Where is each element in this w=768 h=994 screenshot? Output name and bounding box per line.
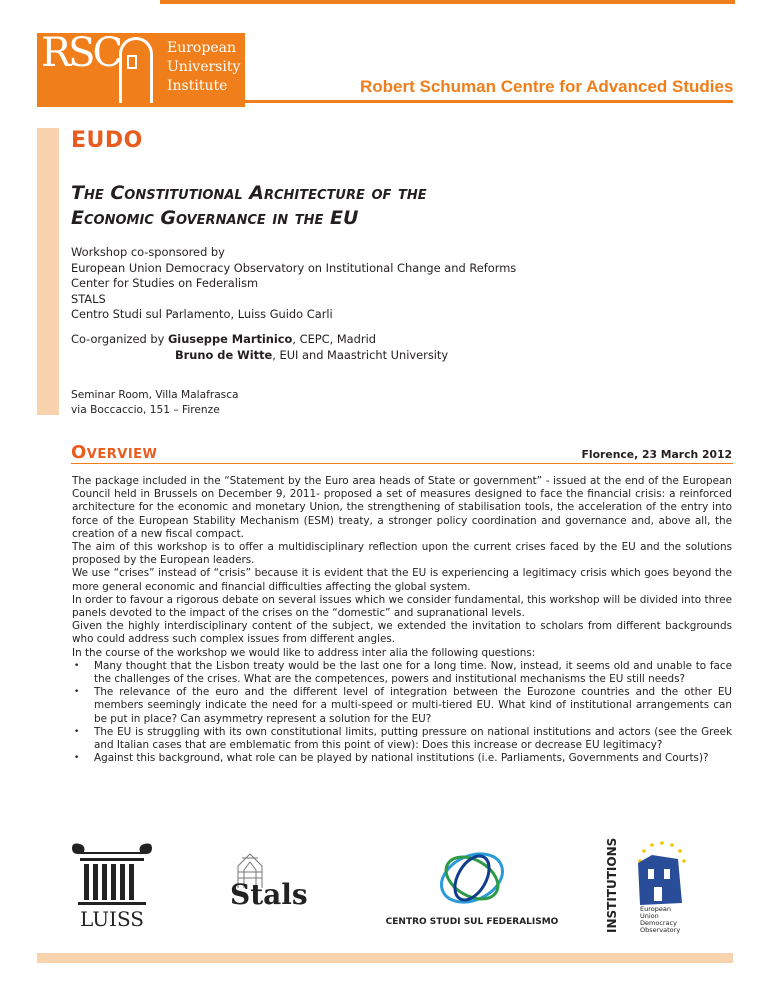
overview-body — [72, 475, 732, 765]
venue-line: Seminar Room, Villa Malafrasca — [71, 389, 239, 401]
accent-column — [37, 128, 59, 415]
paragraph: The aim of this workshop is to offer a multidisciplinary reflection upon the current crises faced by the EU and the solutions proposed by the European leaders. — [72, 541, 732, 567]
event-date: Florence, 23 March 2012 — [581, 448, 732, 461]
eudo-institutions-logo — [600, 833, 720, 937]
window-icon — [127, 55, 137, 69]
luiss-label: LUISS — [80, 907, 144, 930]
title-line-1: The Constitutional Architecture of the — [71, 182, 427, 204]
federalism-label: CENTRO STUDI SUL FEDERALISMO — [386, 917, 558, 927]
sponsors-block — [71, 245, 516, 323]
organizer-name: Giuseppe Martinico — [167, 332, 293, 346]
rsc-logo — [37, 30, 161, 107]
paragraph: In order to favour a rigorous debate on several issues which we consider fundamental, this workshop will be divided into three panels devoted to the impact of the crises on the “domestic” and supranational levels. — [72, 593, 732, 620]
question-item: • Many thought that the Lisbon treaty would be the last one for a long time. Now, instead, it seems old and unable to face the challenges of the crises. What are the competences, powers and institutional mechanisms the EU still needs? — [72, 660, 732, 686]
question-item: • The relevance of the euro and the different level of integration between the Eurozone countries and the other EU members seemingly indicate the need for a multi-speed or multi-tiered EU. What kind of institutional arrangements can be put in place? Can asymmetry represent a solution for the EU? — [72, 686, 732, 726]
institutions-label: INSTITUTIONS — [605, 837, 619, 933]
stals-logo — [218, 848, 336, 926]
sponsor-line: STALS — [71, 291, 106, 306]
eudo-line: European — [640, 905, 671, 913]
eudo-line: Observatory — [640, 926, 681, 934]
co-organizer-line-2 — [71, 348, 448, 364]
co-organizer-line-1 — [71, 332, 448, 348]
eui-line-2: University — [167, 59, 241, 75]
paragraph: We use “crises” instead of “crisis” because it is evident that the EU is experiencing a legitimacy crisis which goes beyond the more general economic and financial difficulties affecting the global system. — [72, 567, 732, 593]
organizer-affiliation: , CEPC, Madrid — [292, 332, 376, 346]
co-organized-prefix: Co-organized by — [71, 332, 168, 346]
venue-line: via Boccaccio, 151 – Firenze — [71, 404, 220, 416]
door-icon — [119, 37, 153, 103]
eui-line-1: European — [167, 40, 236, 56]
header-rule — [245, 100, 733, 103]
rsc-logo-letters: RSC — [41, 30, 121, 76]
overview-rule — [71, 463, 733, 464]
sponsor-line: Centro Studi sul Parlamento, Luiss Guido Carli — [71, 307, 333, 321]
paragraph: In the course of the workshop we would like to address inter alia the following questions: — [72, 646, 536, 659]
sponsor-line: Center for Studies on Federalism — [71, 276, 259, 290]
sponsor-line: European Union Democracy Observatory on Institutional Change and Reforms — [71, 260, 517, 275]
question-item: • Against this background, what role can be played by national institutions (i.e. Parliaments, Governments and Courts)? — [72, 752, 732, 765]
luiss-logo — [66, 840, 158, 930]
venue-block — [71, 388, 239, 418]
top-accent-bar — [160, 0, 735, 4]
programme-heading: EUDO — [71, 128, 143, 153]
stals-label: Stals — [230, 878, 308, 911]
questions-list — [72, 660, 732, 766]
eui-logo — [161, 33, 245, 107]
eudo-line: Union — [640, 912, 659, 920]
federalism-logo — [386, 848, 558, 930]
centre-name: Robert Schuman Centre for Advanced Studies — [360, 77, 734, 96]
eui-line-3: Institute — [167, 78, 228, 94]
paragraph: Given the highly interdisciplinary content of the subject, we extended the invitation to scholars from different backgrounds who could address such complex issues from different angles. — [72, 620, 732, 646]
paragraph: The package included in the “Statement by the Euro area heads of State or government” - issued at the end of the European Council held in Brussels on December 9, 2011- proposed a set of measures designed to face the financial crisis: a reinforced architecture for the economic and monetary Union, the strengthening of stabilisation tools, the acceleration of the entry into force of the European Stability Mechanism (ESM) treaty, a stronger policy coordination and governance and, above all, the creation of a new fiscal compact. — [72, 475, 732, 540]
eudo-line: Democracy — [640, 919, 677, 927]
question-item: • The EU is struggling with its own constitutional limits, putting pressure on national institutions and actors (see the Greek and Italian cases that are emblematic from this point of view): Does this increase or decrease EU legitimacy? — [72, 726, 732, 752]
bottom-accent-bar — [37, 953, 733, 963]
overview-heading: Overview — [71, 442, 158, 463]
organizer-affiliation: , EUI and Maastricht University — [272, 347, 449, 362]
title-line-2: Economic Governance in the EU — [71, 207, 359, 229]
page-title — [71, 181, 427, 231]
sponsor-line: Workshop co-sponsored by — [71, 245, 225, 259]
organizer-name: Bruno de Witte — [175, 347, 273, 362]
co-organizers-block — [71, 332, 448, 363]
